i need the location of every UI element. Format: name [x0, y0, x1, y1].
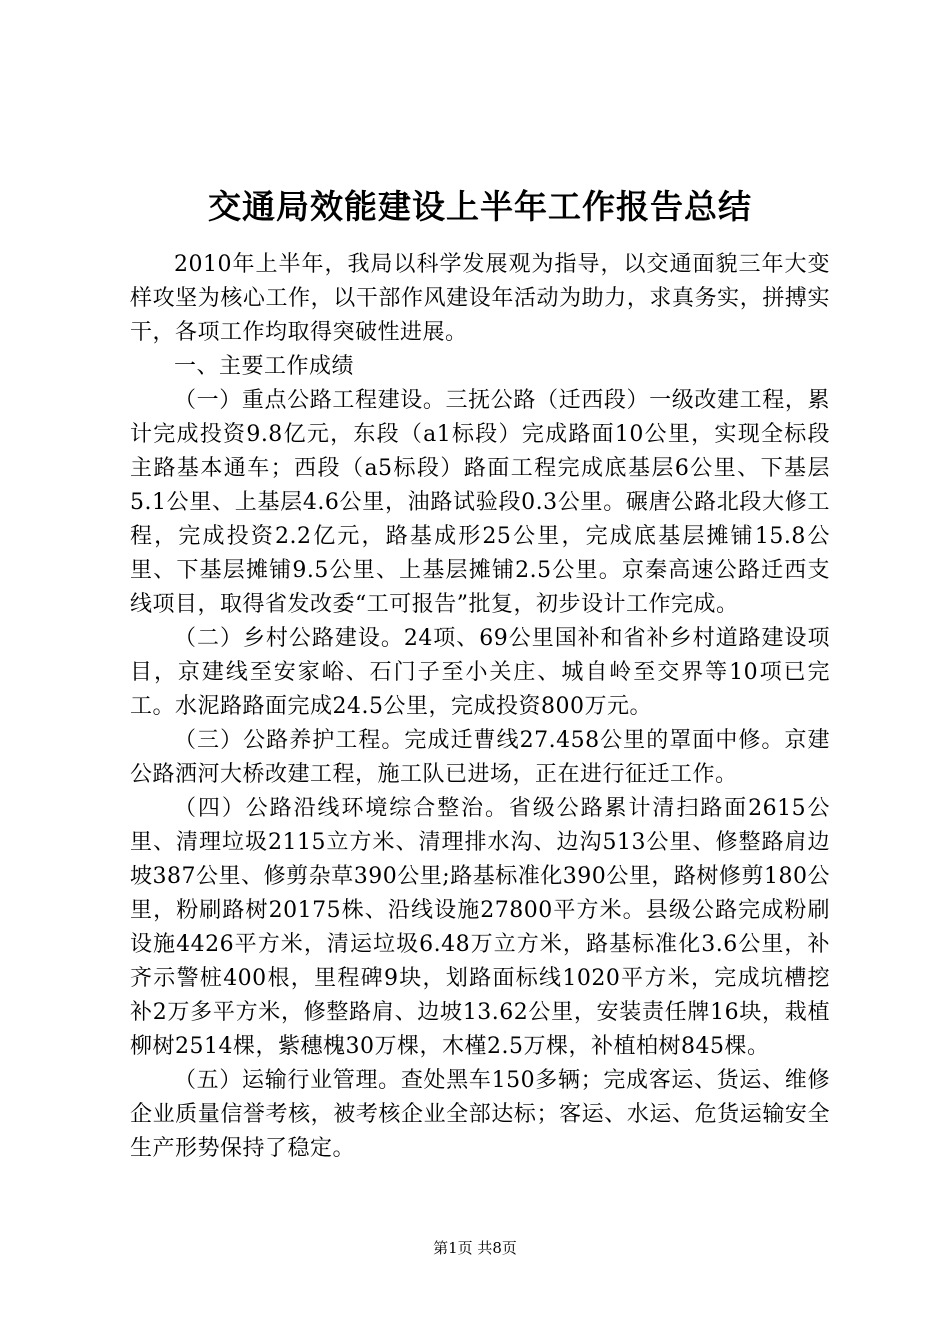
page-number-footer: 第1页 共8页 [433, 1239, 517, 1257]
document-title: 交通局效能建设上半年工作报告总结 [208, 187, 752, 226]
paragraph-roadside-environment: （四）公路沿线环境综合整治。省级公路累计清扫路面2615公里、清理垃圾2115立方米、清理排水沟、边沟513公里、修整路肩边坡387公里、修剪杂草390公里;路基标准化390公里，路树修剪180公里，粉刷路树20175株、沿线设施27800平方米。县级公路完成粉刷设施4426平方米，清运垃圾6.48万立方米，路基标准化3.6公里，补齐示警桩400根，里程碑9块，划路面标线1020平方米，完成坑槽挖补2万多平方米，修整路肩、边坡13.62公里，安装责任牌16块，栽植柳树2514棵，紫穗槐30万棵，木槿2.5万棵，补植柏树845棵。 [130, 796, 830, 1059]
paragraph-key-highway-construction: （一）重点公路工程建设。三抚公路（迁西段）一级改建工程，累计完成投资9.8亿元，东段（a1标段）完成路面10公里，实现全标段主路基本通车；西段（a5标段）路面工程完成底基层6公里、下基层5.1公里、上基层4.6公里，油路试验段0.3公里。碾唐公路北段大修工程，完成投资2.2亿元，路基成形25公里，完成底基层摊铺15.8公里、下基层摊铺9.5公里、上基层摊铺2.5公里。京秦高速公路迁西支线项目，取得省发改委“工可报告”批复，初步设计工作完成。 [130, 388, 830, 617]
document-page [130, 170, 830, 1166]
intro-paragraph: 2010年上半年，我局以科学发展观为指导，以交通面貌三年大变样攻坚为核心工作，以干部作风建设年活动为助力，求真务实，拼搏实干，各项工作均取得突破性进展。 [130, 252, 830, 345]
paragraph-road-maintenance: （三）公路养护工程。完成迁曹线27.458公里的罩面中修。京建公路洒河大桥改建工程，施工队已进场，正在进行征迁工作。 [130, 728, 830, 787]
section-heading-main-achievements: 一、主要工作成绩 [174, 354, 355, 379]
paragraph-rural-road-construction: （二）乡村公路建设。24项、69公里国补和省补乡村道路建设项目，京建线至安家峪、石门子至小关庄、城自岭至交界等10项已完工。水泥路路面完成24.5公里，完成投资800万元。 [130, 626, 830, 719]
paragraph-transport-management: （五）运输行业管理。查处黑车150多辆；完成客运、货运、维修企业质量信誉考核，被考核企业全部达标；客运、水运、危货运输安全生产形势保持了稳定。 [130, 1068, 830, 1161]
